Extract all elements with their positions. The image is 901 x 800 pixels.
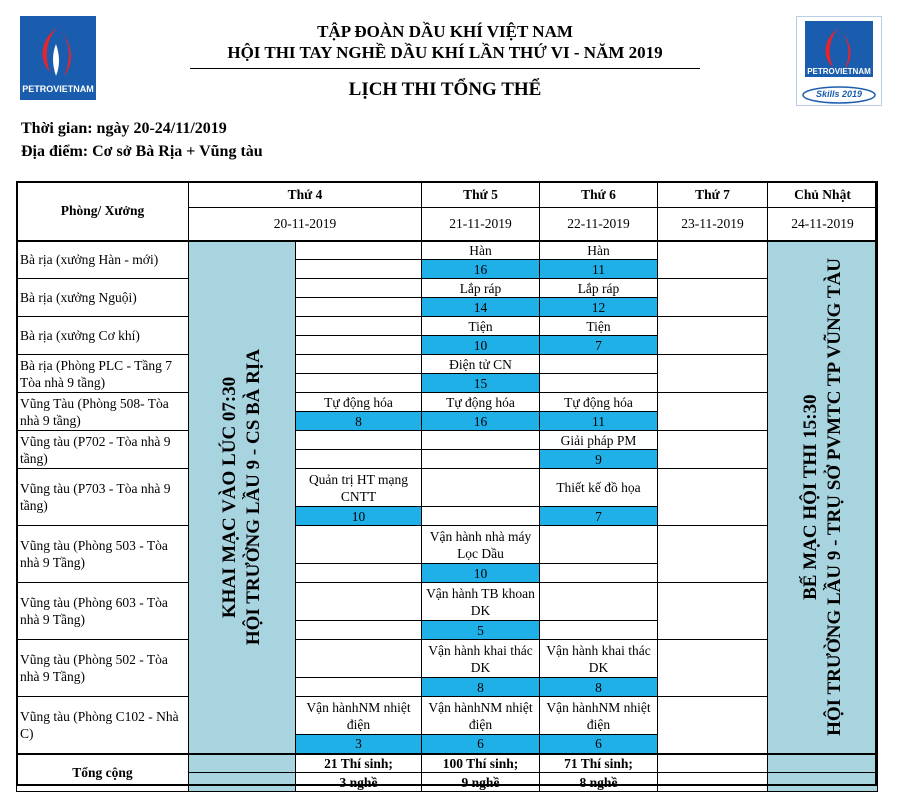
empty-t7 (658, 241, 768, 279)
empty-t7 (658, 317, 768, 355)
count-t6: 11 (540, 412, 658, 431)
subject-t4 (296, 431, 422, 450)
count-t6: 9 (540, 450, 658, 469)
total-side-right-2 (768, 773, 878, 792)
count-t6 (540, 564, 658, 583)
subject-t6: Giải pháp PM (540, 431, 658, 450)
empty-t7 (658, 583, 768, 640)
count-t6: 7 (540, 507, 658, 526)
day-date-2: 22-11-2019 (540, 208, 658, 241)
subject-t6: Vận hànhNM nhiệt điện (540, 697, 658, 735)
subject-t5: Lắp ráp (422, 279, 540, 298)
day-header-3: Thứ 7 (658, 182, 768, 208)
skills-2019-logo-right (796, 16, 882, 106)
count-t4 (296, 260, 422, 279)
day-date-0: 20-11-2019 (189, 208, 422, 241)
subject-t5: Vận hànhNM nhiệt điện (422, 697, 540, 735)
room-name: Vũng tàu (Phòng 503 - Tòa nhà 9 Tầng) (17, 526, 189, 583)
empty-t7 (658, 469, 768, 526)
subject-t5: Điện tử CN (422, 355, 540, 374)
subject-t4 (296, 526, 422, 564)
room-name: Vũng Tàu (Phòng 508- Tòa nhà 9 tầng) (17, 393, 189, 431)
table-row (17, 393, 878, 412)
empty-t7 (658, 431, 768, 469)
subject-t5 (422, 431, 540, 450)
empty-t7 (658, 393, 768, 431)
count-t5: 15 (422, 374, 540, 393)
closing-banner-line1: BẾ MẠC HỘI THI 15:30 (799, 394, 821, 600)
count-t4: 3 (296, 735, 422, 754)
logo-left-text: PETROVIETNAM (22, 84, 94, 94)
opening-banner-line1: KHAI MẠC VÀO LÚC 07:30 (219, 376, 240, 618)
subject-t6 (540, 583, 658, 621)
empty-t7 (658, 526, 768, 583)
total-candidates-t4: 21 Thí sinh; (296, 754, 422, 773)
count-t5: 8 (422, 678, 540, 697)
count-t4 (296, 678, 422, 697)
count-t6: 12 (540, 298, 658, 317)
page-title: LỊCH THI TỔNG THỂ (348, 79, 542, 100)
table-row (17, 241, 878, 260)
count-t5 (422, 450, 540, 469)
total-candidates-t5: 100 Thí sinh; (422, 754, 540, 773)
table-row (17, 355, 878, 374)
subject-t4: Tự động hóa (296, 393, 422, 412)
day-date-1: 21-11-2019 (422, 208, 540, 241)
subject-t4 (296, 241, 422, 260)
count-t6 (540, 374, 658, 393)
count-t4 (296, 621, 422, 640)
room-name: Vũng tàu (Phòng 603 - Tòa nhà 9 Tầng) (17, 583, 189, 640)
room-name: Bà rịa (xưởng Nguội) (17, 279, 189, 317)
total-trades-t4: 3 nghề (296, 773, 422, 792)
count-t5: 5 (422, 621, 540, 640)
count-t5: 14 (422, 298, 540, 317)
count-t5: 16 (422, 260, 540, 279)
table-row (17, 317, 878, 336)
logo-right-text: PETROVIETNAM (807, 67, 871, 76)
count-t5 (422, 507, 540, 526)
count-t5: 16 (422, 412, 540, 431)
table-row (17, 469, 878, 507)
org-name: TẬP ĐOÀN DẦU KHÍ VIỆT NAM (317, 22, 573, 41)
subject-t5 (422, 469, 540, 507)
total-label: Tổng cộng (17, 754, 189, 792)
empty-t7 (658, 640, 768, 697)
logo-right-sub: Skills 2019 (815, 89, 863, 99)
opening-banner (189, 241, 296, 754)
count-t6 (540, 621, 658, 640)
place-info: Địa điểm: Cơ sở Bà Rịa + Vũng tàu (21, 143, 263, 160)
day-date-3: 23-11-2019 (658, 208, 768, 241)
room-name: Bà rịa (Phòng PLC - Tầng 7 Tòa nhà 9 tầng) (17, 355, 189, 393)
room-name: Vũng tàu (P702 - Tòa nhà 9 tầng) (17, 431, 189, 469)
total-side-left (189, 754, 296, 773)
petrovietnam-logo-left (20, 16, 96, 100)
count-t5: 10 (422, 564, 540, 583)
table-row (17, 279, 878, 298)
table-row (17, 526, 878, 564)
table-row (17, 697, 878, 735)
subject-t6: Thiết kế đồ họa (540, 469, 658, 507)
time-info: Thời gian: ngày 20-24/11/2019 (21, 120, 227, 137)
room-name: Bà rịa (xưởng Cơ khí) (17, 317, 189, 355)
room-name: Bà rịa (xưởng Hàn - mới) (17, 241, 189, 279)
day-header-1: Thứ 5 (422, 182, 540, 208)
subject-t4 (296, 279, 422, 298)
event-name: HỘI THI TAY NGHỀ DẦU KHÍ LẦN THỨ VI - NĂM 2019 (227, 43, 663, 62)
subject-t6 (540, 526, 658, 564)
count-t6: 11 (540, 260, 658, 279)
count-t6: 7 (540, 336, 658, 355)
count-t4: 10 (296, 507, 422, 526)
subject-t5: Tự động hóa (422, 393, 540, 412)
subject-t5: Hàn (422, 241, 540, 260)
total-side-right (768, 754, 878, 773)
subject-t5: Vận hành TB khoan DK (422, 583, 540, 621)
count-t4 (296, 298, 422, 317)
subject-t4: Quản trị HT mạng CNTT (296, 469, 422, 507)
subject-t5: Vận hành khai thác DK (422, 640, 540, 678)
total-empty-t7 (658, 754, 768, 773)
empty-t7 (658, 697, 768, 754)
count-t4 (296, 336, 422, 355)
subject-t4: Vận hànhNM nhiệt điện (296, 697, 422, 735)
count-t4 (296, 564, 422, 583)
empty-t7 (658, 279, 768, 317)
subject-t6: Tiện (540, 317, 658, 336)
count-t4 (296, 450, 422, 469)
count-t6: 8 (540, 678, 658, 697)
count-t4 (296, 374, 422, 393)
room-name: Vũng tàu (Phòng C102 - Nhà C) (17, 697, 189, 754)
table-row (17, 431, 878, 450)
schedule-table (16, 181, 878, 792)
room-name: Vũng tàu (Phòng 502 - Tòa nhà 9 Tầng) (17, 640, 189, 697)
subject-t6: Lắp ráp (540, 279, 658, 298)
subject-t6: Tự động hóa (540, 393, 658, 412)
closing-banner-line2: HỘI TRƯỜNG LẦU 9 - TRỤ SỞ PVMTC TP VŨNG TÀU (823, 258, 845, 736)
room-name: Vũng tàu (P703 - Tòa nhà 9 tầng) (17, 469, 189, 526)
table-row (17, 640, 878, 678)
room-header: Phòng/ Xưởng (17, 182, 189, 241)
subject-t5: Tiện (422, 317, 540, 336)
subject-t4 (296, 583, 422, 621)
count-t5: 10 (422, 336, 540, 355)
header-divider (190, 68, 700, 69)
total-empty-t7-2 (658, 773, 768, 792)
subject-t4 (296, 317, 422, 336)
subject-t6: Hàn (540, 241, 658, 260)
day-header-0: Thứ 4 (189, 182, 422, 208)
total-side-left-2 (189, 773, 296, 792)
total-candidates-t6: 71 Thí sinh; (540, 754, 658, 773)
subject-t6 (540, 355, 658, 374)
opening-banner-line2: HỘI TRƯỜNG LẦU 9 - CS BÀ RỊA (243, 348, 264, 646)
subject-t6: Vận hành khai thác DK (540, 640, 658, 678)
total-trades-t5: 9 nghề (422, 773, 540, 792)
count-t6: 6 (540, 735, 658, 754)
count-t4: 8 (296, 412, 422, 431)
day-date-4: 24-11-2019 (768, 208, 878, 241)
empty-t7 (658, 355, 768, 393)
count-t5: 6 (422, 735, 540, 754)
day-header-2: Thứ 6 (540, 182, 658, 208)
subject-t4 (296, 355, 422, 374)
subject-t5: Vận hành nhà máy Lọc Dầu (422, 526, 540, 564)
total-trades-t6: 8 nghề (540, 773, 658, 792)
day-header-4: Chủ Nhật (768, 182, 878, 208)
closing-banner (768, 241, 878, 754)
subject-t4 (296, 640, 422, 678)
table-row (17, 583, 878, 621)
